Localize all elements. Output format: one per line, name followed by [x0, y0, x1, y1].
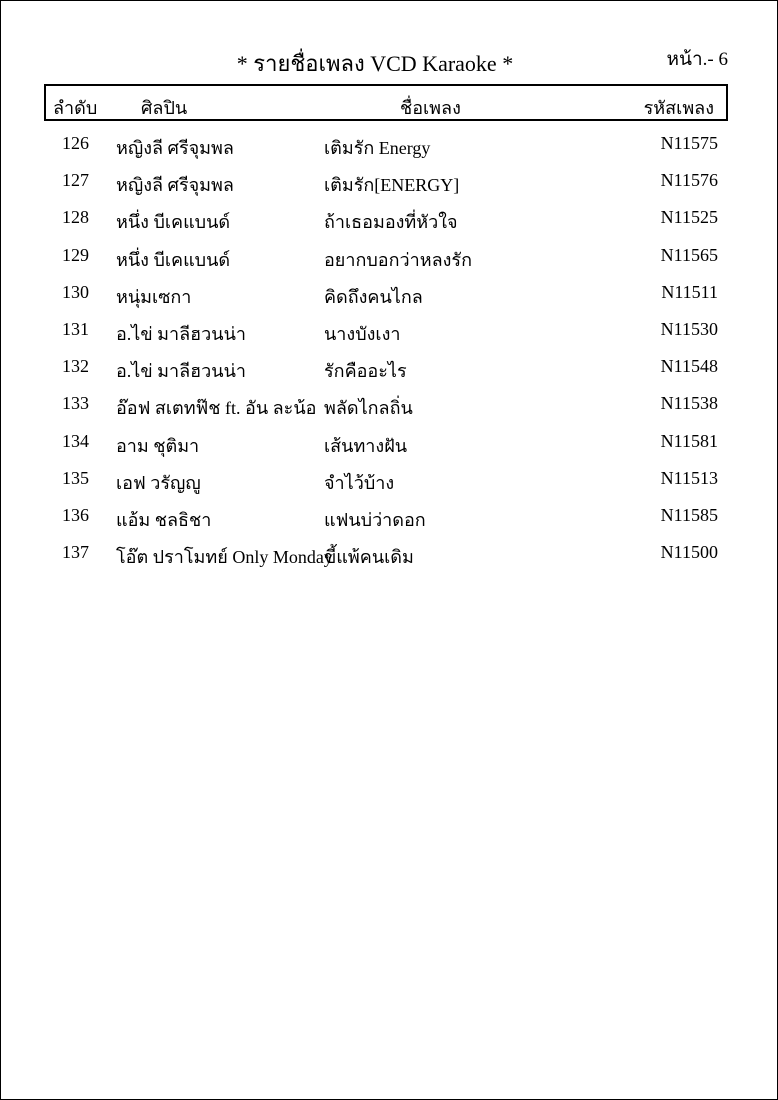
- row-artist: แอ้ม ชลธิชา: [116, 509, 212, 530]
- row-code: N11500: [660, 542, 718, 563]
- row-code: N11576: [660, 170, 718, 191]
- row-number: 130: [62, 281, 89, 302]
- table-row: [0, 197, 778, 234]
- header-code: รหัสเพลง: [643, 98, 714, 118]
- row-code: N11585: [660, 504, 718, 525]
- row-code: N11581: [660, 430, 718, 451]
- row-code: N11513: [660, 467, 718, 488]
- row-song: คิดถึงคนไกล: [324, 286, 423, 307]
- row-number: 136: [62, 504, 89, 525]
- row-song: อยากบอกว่าหลงรัก: [324, 249, 472, 270]
- row-artist: อ.ไข่ มาลีฮวนน่า: [116, 323, 246, 344]
- table-row: [0, 458, 778, 495]
- row-code: N11548: [660, 356, 718, 377]
- row-artist: หนึ่ง บีเคแบนด์: [116, 212, 231, 233]
- table-row: [0, 346, 778, 383]
- row-song: เติมรัก[ENERGY]: [324, 175, 460, 196]
- row-number: 128: [62, 207, 89, 228]
- table-row: [0, 309, 778, 346]
- header-artist: ศิลปิน: [141, 98, 188, 118]
- row-number: 134: [62, 430, 89, 451]
- table-row: [0, 235, 778, 272]
- row-code: N11530: [660, 318, 718, 339]
- row-code: N11575: [660, 133, 718, 153]
- table-row: [0, 383, 778, 420]
- page-number: หน้า.- 6: [666, 49, 728, 70]
- row-song: เติมรัก Energy: [324, 138, 431, 158]
- table-row: [0, 160, 778, 197]
- header-number: ลำดับ: [53, 98, 98, 118]
- row-artist: หนุ่มเซกา: [116, 286, 192, 307]
- row-song: ถ้าเธอมองที่หัวใจ: [324, 212, 458, 233]
- row-code: N11565: [660, 244, 718, 265]
- song-list: [0, 123, 778, 569]
- row-artist: โอ๊ต ปราโมทย์ Only Monday: [116, 547, 333, 568]
- row-artist: หญิงลี ศรีจุมพล: [116, 138, 234, 158]
- row-artist: หนึ่ง บีเคแบนด์: [116, 249, 231, 270]
- row-artist: อ.ไข่ มาลีฮวนน่า: [116, 361, 246, 382]
- row-number: 137: [62, 542, 89, 563]
- table-header: [44, 84, 728, 121]
- table-row: [0, 272, 778, 309]
- row-number: 132: [62, 356, 89, 377]
- row-code: N11525: [660, 207, 718, 228]
- header-song: ชื่อเพลง: [400, 98, 461, 118]
- row-code: N11511: [661, 281, 718, 302]
- row-song: จำไว้บ้าง: [324, 472, 395, 493]
- table-row: [0, 123, 778, 160]
- row-song: นางบังเงา: [324, 323, 401, 344]
- row-number: 127: [62, 170, 89, 191]
- table-row: [0, 495, 778, 532]
- row-song: เส้นทางฝัน: [324, 435, 408, 456]
- row-song: พลัดไกลถิ่น: [324, 398, 413, 419]
- row-number: 129: [62, 244, 89, 265]
- row-number: 135: [62, 467, 89, 488]
- row-artist: อาม ชุติมา: [116, 435, 200, 456]
- row-artist: อ๊อฟ สเตทฟ๊ช ft. อัน ละน้อ: [116, 398, 317, 419]
- row-artist: เอฟ วรัญญู: [116, 472, 201, 493]
- row-number: 131: [62, 318, 89, 339]
- row-number: 126: [62, 133, 89, 153]
- row-song: แฟนบ่ว่าดอก: [324, 509, 426, 530]
- row-artist: หญิงลี ศรีจุมพล: [116, 175, 234, 196]
- page-title: * รายชื่อเพลง VCD Karaoke *: [236, 51, 514, 76]
- row-song: รักคืออะไร: [324, 361, 407, 382]
- table-row: [0, 421, 778, 458]
- row-code: N11538: [660, 393, 718, 414]
- row-number: 133: [62, 393, 89, 414]
- row-song: ขี้แพ้คนเดิม: [324, 547, 414, 568]
- table-row: [0, 532, 778, 569]
